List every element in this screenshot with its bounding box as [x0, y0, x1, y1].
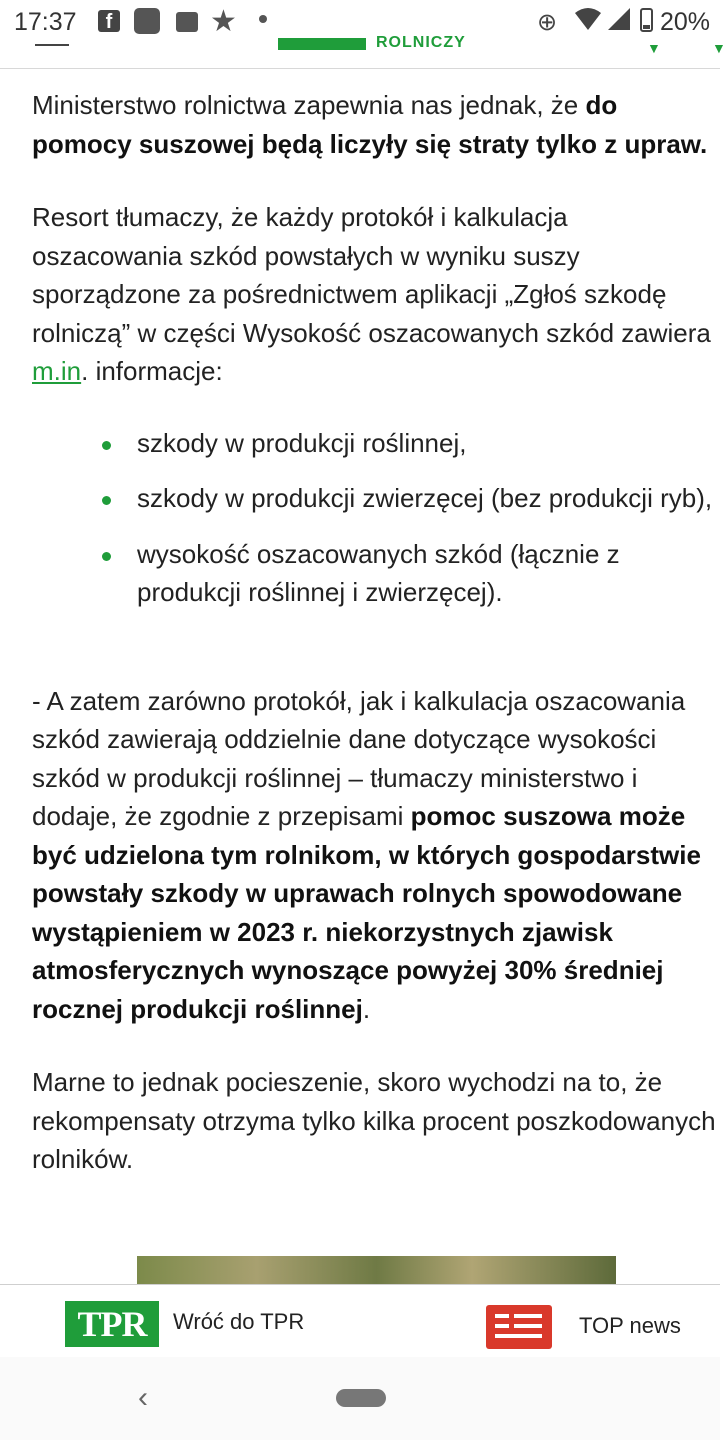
bold-text: pomoc suszowa może być udzielona tym rolnikom, w których gospodarstwie powstały szkody w uprawach rolnych spowodowane wystąpieniem w 2023 r. niekorzystnych zjawisk atmosferycznych wynoszące powyżej 30% średniej rocznej produkcji roślinnej [32, 801, 701, 1024]
signal-icon [606, 6, 632, 39]
list-item: wysokość oszacowanych szkód (łącznie z produkcji roślinnej i zwierzęcej). [32, 535, 720, 612]
star-icon: ★ [210, 5, 237, 38]
site-header [0, 34, 726, 69]
clock: 17:37 [14, 8, 77, 36]
chevron-down-icon[interactable]: ▼ [647, 40, 661, 56]
dot-icon [259, 15, 267, 23]
battery-icon [640, 8, 653, 32]
sync-icon: ⊕ [537, 9, 558, 36]
site-brand-text: ROLNICZY [376, 34, 466, 51]
bag-icon [176, 12, 198, 32]
article-body [32, 86, 720, 1213]
top-news-link[interactable]: TOP news [579, 1313, 681, 1338]
article-paragraph: Ministerstwo rolnictwa zapewnia nas jednak, że do pomocy suszowej będą liczyły się straty tylko z upraw. [32, 90, 708, 159]
article-paragraph: Marne to jednak pocieszenie, skoro wychodzi na to, że rekompensaty otrzyma tylko kilka procent poszkodowanych rolników. [32, 1067, 716, 1174]
home-pill-icon[interactable] [336, 1389, 386, 1407]
back-to-tpr-link[interactable]: Wróć do TPR [173, 1309, 305, 1334]
navigation-bar [0, 1357, 720, 1440]
menu-icon[interactable] [35, 44, 69, 46]
back-icon[interactable]: ‹ [138, 1381, 148, 1414]
newspaper-icon[interactable] [486, 1305, 552, 1349]
site-logo[interactable] [278, 38, 366, 50]
tpr-logo[interactable]: TPR [65, 1301, 159, 1347]
bottom-bar [0, 1284, 720, 1358]
app-icon [134, 8, 160, 34]
article-paragraph: - A zatem zarówno protokół, jak i kalkulacja oszacowania szkód zawierają oddzielnie dane dotyczące wysokości szkód w produkcji roślinnej – tłumaczy ministerstwo i dodaje, że zgodnie z przepisami pomoc suszowa może być udzielona tym rolnikom, w których gospodarstwie powstały szkody w uprawach rolnych spowodowane wystąpieniem w 2023 r. niekorzystnych zjawisk atmosferycznych wynoszące powyżej 30% średniej rocznej produkcji roślinnej. [32, 685, 701, 1024]
bold-text: do pomocy suszowej będą liczyły się straty tylko z upraw. [32, 90, 708, 159]
battery-percent: 20% [660, 8, 711, 36]
article-paragraph: Resort tłumaczy, że każdy protokół i kalkulacja oszacowania szkód powstałych w wyniku suszy sporządzone za pośrednictwem aplikacji „Zgłoś szkodę rolniczą” w części Wysokość oszacowanych szkód zawiera m.in. informacje: [32, 202, 711, 386]
article-image [137, 1256, 616, 1286]
chevron-down-icon[interactable]: ▼ [712, 40, 726, 56]
wifi-icon [574, 6, 602, 39]
list-item: szkody w produkcji zwierzęcej (bez produkcji ryb), [32, 479, 720, 518]
list-item: szkody w produkcji roślinnej, [32, 424, 720, 463]
bullet-list [32, 424, 720, 612]
inline-link[interactable]: m.in [32, 356, 82, 386]
facebook-icon: f [98, 10, 120, 32]
